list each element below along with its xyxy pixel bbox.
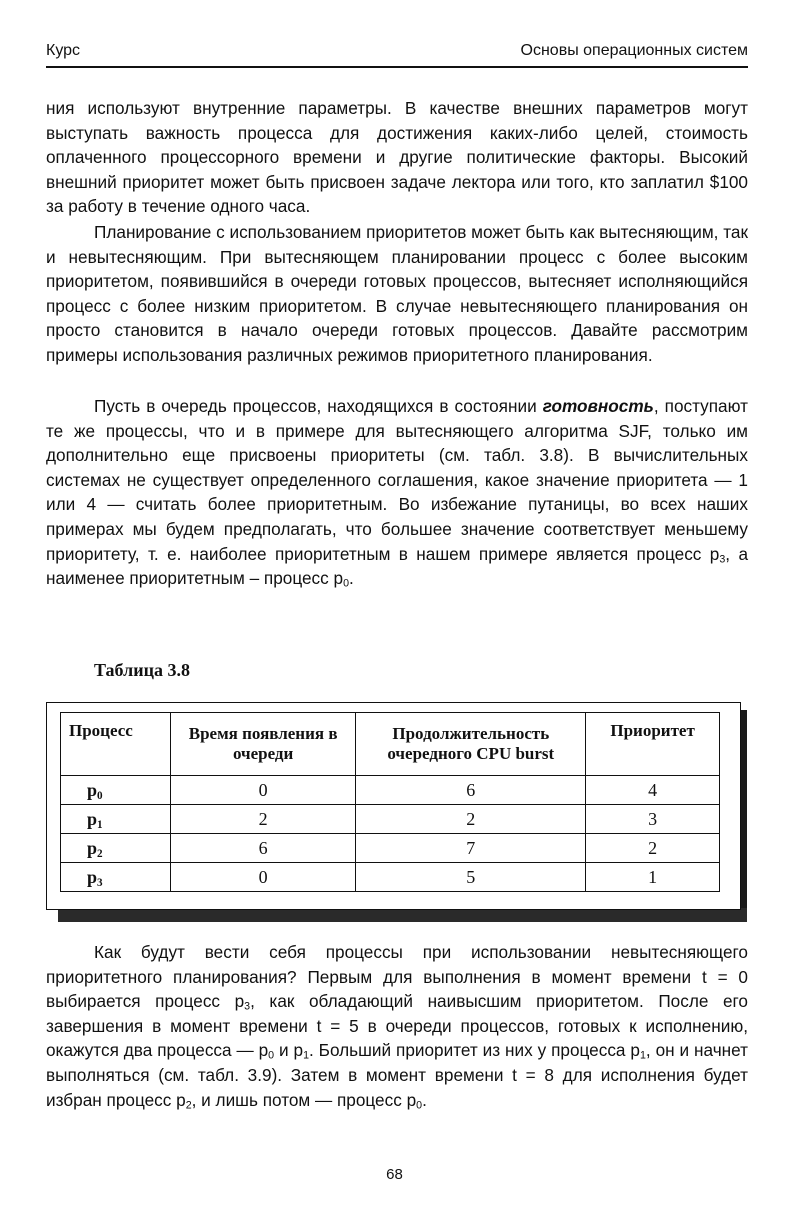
process-index: 0 <box>343 577 350 590</box>
process-symbol: p <box>87 780 98 800</box>
process-symbol: p <box>293 1040 304 1061</box>
cell-process-name <box>61 805 171 834</box>
table-caption: Таблица 3.8 <box>94 660 190 680</box>
cell-priority: 4 <box>586 776 720 805</box>
process-symbol: p <box>406 1089 417 1110</box>
process-symbol: p <box>87 867 98 887</box>
paragraph-3-text-a: Пусть в очередь процессов, находящихся в состоянии <box>94 396 543 416</box>
term-readiness: готовность <box>542 396 654 416</box>
cell-arrival: 2 <box>170 805 356 834</box>
process-symbol: p <box>258 1040 269 1061</box>
paragraph-4-text-b: , как обладающий наивысшим приоритетом. После его завершения в момент времени t = 5 в очереди процессов, готовых к исполнению, окажутся два процесса — <box>46 991 748 1061</box>
paragraph-4-text-g: . <box>422 1089 427 1110</box>
header-book-title: Основы операционных систем <box>520 42 748 59</box>
table-row <box>61 776 720 805</box>
cell-arrival: 0 <box>170 863 356 892</box>
table-header-row <box>61 713 720 776</box>
cell-arrival: 0 <box>170 776 356 805</box>
running-header <box>46 38 748 68</box>
cell-burst: 5 <box>356 863 586 892</box>
cell-arrival: 6 <box>170 834 356 863</box>
process-symbol: p <box>630 1040 640 1061</box>
process-index: 3 <box>244 1000 251 1013</box>
cell-process-name <box>61 863 171 892</box>
table-row <box>61 805 720 834</box>
cell-process-name <box>61 776 171 805</box>
paragraph-3-text-d: . <box>349 568 354 589</box>
process-index: 0 <box>97 789 103 802</box>
process-index: 1 <box>639 1050 646 1063</box>
header-cpu-burst: Продолжительность очередного CPU burst <box>356 713 586 776</box>
process-symbol: p <box>709 543 720 564</box>
process-index: 1 <box>303 1050 309 1063</box>
process-index: 1 <box>97 818 103 831</box>
page-number: 68 <box>386 1166 403 1183</box>
cell-process-name <box>61 834 171 863</box>
process-symbol: p <box>333 568 344 589</box>
header-arrival-time: Время появления в очереди <box>170 713 356 776</box>
header-process: Процесс <box>61 713 171 776</box>
process-index: 3 <box>719 553 726 566</box>
paragraph-4-text-d: . Больший приоритет из них у процесса <box>309 1040 631 1061</box>
process-index: 0 <box>268 1050 275 1063</box>
process-index: 3 <box>97 876 103 889</box>
cell-burst: 6 <box>356 776 586 805</box>
table-row <box>61 834 720 863</box>
cell-priority: 1 <box>586 863 720 892</box>
paragraph-1: ния используют внутренние параметры. В качестве внешних параметров могут выступать важность процесса для достижения каких-либо целей, стоимость оплаченного процессорного времени и другие политические факторы. Высокий внешний приоритет может быть присвоен задаче лектора или того, кто заплатил $100 за работу в течение одного часа. <box>46 98 748 217</box>
cell-burst: 7 <box>356 834 586 863</box>
process-symbol: p <box>176 1089 186 1110</box>
paragraph-4-text-a: Как будут вести себя процессы при использовании невытесняющего приоритетного планирования? Первым для выполнения в момент времени t = 0 выбирается процесс <box>46 942 748 1012</box>
process-symbol: p <box>234 991 245 1012</box>
cell-priority: 2 <box>586 834 720 863</box>
process-symbol: p <box>87 838 98 858</box>
paragraph-4-text-e: , он и начнет выполняться (см. табл. 3.9). Затем в момент времени t = 8 для исполнения будет избран процесс <box>46 1040 748 1110</box>
cell-burst: 2 <box>356 805 586 834</box>
process-index: 0 <box>416 1099 423 1112</box>
process-index: 2 <box>185 1099 192 1112</box>
process-symbol: p <box>87 809 98 829</box>
cell-priority: 3 <box>586 805 720 834</box>
process-index: 2 <box>97 847 103 860</box>
paragraph-3 <box>46 394 748 591</box>
header-priority: Приоритет <box>586 713 720 776</box>
paragraph-4-text-f: , и лишь потом — процесс <box>191 1089 407 1110</box>
paragraph-3-text-c: , а наименее приоритетным – процесс <box>46 543 748 589</box>
paragraph-4 <box>46 940 748 1112</box>
process-table <box>60 712 720 892</box>
header-course-label: Курс <box>46 42 81 59</box>
paragraph-2: Планирование с использованием приоритетов может быть как вытесняющим, так и невытесняющим. При вытесняющем планировании процесс с более высоким приоритетом, появившийся в очереди готовых процессов, вытесняет исполняющийся процесс с более низким приоритетом. В случае невытесняющего планирования он просто становится в начало очереди готовых процессов. Давайте рассмотрим примеры использования различных режимов приоритетного планирования. <box>46 222 748 365</box>
table-row <box>61 863 720 892</box>
table-shadow-bottom <box>58 908 747 922</box>
paragraph-4-text-c: и <box>274 1040 294 1061</box>
paragraph-3-text-b: , поступают те же процессы, что и в примере для вытесняющего алгоритма SJF, только им дополнительно еще присвоены приоритеты (см. табл. 3.8). В вычислительных системах не существует определенного соглашения, какое значение приоритета — 1 или 4 — считать более приоритетным. Во избежание путаницы, во всех наших примерах мы будем предполагать, что большее значение соответствует меньшему приоритету, т. е. наиболее приоритетным в нашем примере является процесс <box>46 396 748 564</box>
